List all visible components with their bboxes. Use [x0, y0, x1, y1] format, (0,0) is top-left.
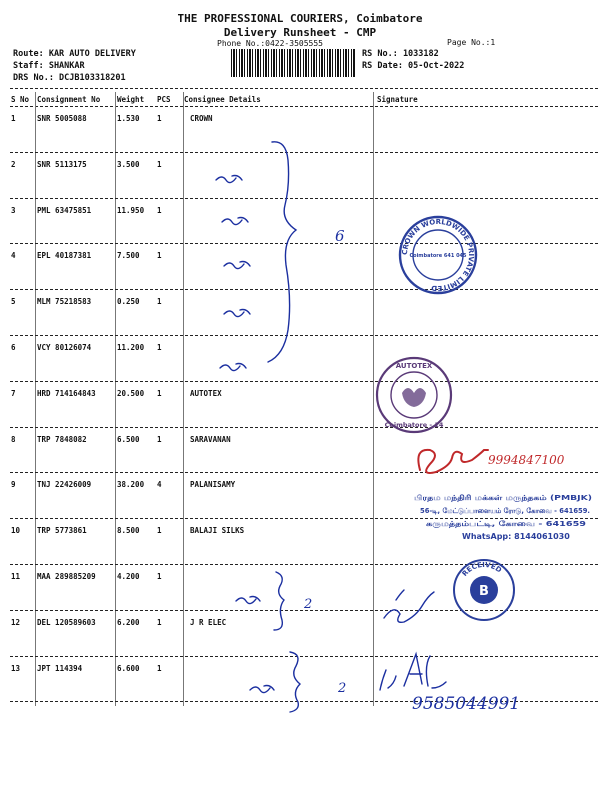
row-pcs: 1 — [157, 343, 162, 352]
col-weight: Weight — [117, 95, 145, 104]
row-consignee: PALANISAMY — [190, 480, 236, 490]
row-weight: 1.530 — [117, 114, 140, 123]
row-pcs: 1 — [157, 526, 162, 536]
row-consignment-no: MLM 75218583 — [37, 297, 92, 307]
handwritten-phone-row-13: 9585044991 — [412, 694, 521, 714]
row-pcs: 1 — [157, 205, 162, 215]
tick-mark — [224, 310, 250, 317]
row-sno: 5 — [11, 297, 16, 307]
phone-number: Phone No.:0422-3505555 — [217, 39, 323, 48]
col-consignment: Consignment No — [37, 95, 101, 104]
row-pcs: 1 — [157, 388, 162, 398]
received-stamp-center: B — [479, 584, 489, 599]
signature-red — [418, 450, 488, 473]
received-stamp — [454, 560, 514, 620]
signature-row-13 — [380, 654, 446, 690]
row-pcs: 1 — [157, 572, 162, 581]
signature-row-11 — [384, 590, 434, 622]
row-sno: 1 — [11, 114, 16, 123]
tick-mark — [222, 218, 248, 225]
row-consignee: SARAVANAN — [190, 434, 231, 444]
row-sno: 2 — [11, 159, 16, 169]
document-title: THE PROFESSIONAL COURIERS, Coimbatore — [177, 12, 423, 25]
col-sno: S No — [11, 95, 30, 104]
row-sno: 13 — [11, 663, 21, 673]
handwritten-phone-row-9: 9994847100 — [488, 453, 565, 467]
row-sno: 6 — [11, 343, 16, 352]
received-stamp-top: RECEIVED — [460, 560, 503, 579]
row-sno: 11 — [11, 572, 21, 581]
row-sno: 7 — [11, 388, 16, 398]
route-label: Route: KAR AUTO DELIVERY — [13, 49, 136, 59]
row-consignee: J R ELEC — [190, 617, 227, 627]
row-weight: 0.250 — [117, 297, 140, 307]
tick-mark — [216, 176, 242, 183]
row-consignee: AUTOTEX — [190, 388, 222, 398]
row-weight: 7.500 — [117, 251, 140, 261]
row-sno: 12 — [11, 617, 21, 627]
crown-stamp-center: Coimbatore 641 045 — [409, 253, 467, 259]
row-pcs: 1 — [157, 663, 162, 673]
row-pcs: 1 — [157, 617, 162, 627]
rs-number: RS No.: 1033182 — [362, 49, 439, 59]
row-pcs: 1 — [157, 251, 162, 261]
row-sno: 3 — [11, 205, 16, 215]
crown-stamp-ring: CROWN WORLDWIDE PRIVATE LIMITED — [400, 217, 476, 293]
row-sno: 8 — [11, 434, 16, 444]
bracket-count-rows-2-6: 6 — [335, 227, 345, 245]
row-consignment-no: TRP 7848082 — [37, 434, 87, 444]
row-weight: 11.950 — [117, 205, 145, 215]
autotex-stamp-bottom: Coimbatore - 14 — [384, 421, 444, 429]
row-pcs: 1 — [157, 297, 162, 307]
row-consignee: CROWN — [190, 114, 213, 123]
row-consignment-no: DEL 120589603 — [37, 617, 96, 627]
tick-mark — [220, 364, 246, 371]
document-subtitle: Delivery Runsheet - CMP — [223, 26, 377, 39]
row-pcs: 1 — [157, 159, 162, 169]
row-weight: 4.200 — [117, 572, 140, 581]
pharmacy-stamp-line2: 56-டி, மேட்டுப்பாளையம் ரோடு, கோவை - 641659. — [420, 507, 590, 515]
row-weight: 8.500 — [117, 526, 140, 536]
bracket-count-row-13: 2 — [338, 681, 347, 696]
pharmacy-stamp-line1: பிரதம மந்திரி மக்கள் மருந்தகம் (PMBJK) — [414, 494, 549, 502]
row-consignment-no: TNJ 22426009 — [37, 480, 92, 490]
row-weight: 6.600 — [117, 663, 140, 673]
row-weight: 38.200 — [117, 480, 145, 490]
row-consignment-no: HRD 714164843 — [37, 388, 96, 398]
row-weight: 11.200 — [117, 343, 145, 352]
row-pcs: 1 — [157, 434, 162, 444]
rs-date: RS Date: 05-Oct-2022 — [362, 61, 465, 71]
row-sno: 10 — [11, 526, 21, 536]
col-consignee: Consignee Details — [184, 95, 261, 104]
row-consignee: BALAJI SILKS — [190, 526, 245, 536]
row-consignment-no: SNR 5005088 — [37, 114, 87, 123]
crown-stamp — [400, 217, 476, 293]
autotex-stamp — [377, 358, 451, 432]
bracket-mark-rows-2-6 — [268, 142, 296, 362]
row-consignment-no: JPT 114394 — [37, 663, 83, 673]
row-consignment-no: SNR 5113175 — [37, 159, 87, 169]
bracket-mark-row-11 — [274, 572, 284, 630]
pharmacy-stamp-whatsapp: WhatsApp: 8144061030 — [462, 532, 570, 541]
tick-mark — [224, 262, 250, 269]
row-consignment-no: TRP 5773861 — [37, 526, 87, 536]
row-consignment-no: PML 63475851 — [37, 205, 92, 215]
row-weight: 3.500 — [117, 159, 140, 169]
page-number: Page No.:1 — [447, 38, 496, 47]
row-weight: 6.500 — [117, 434, 140, 444]
drs-number: DRS No.: DCJB103318201 — [13, 73, 126, 83]
col-pcs: PCS — [157, 95, 171, 104]
bracket-mark-row-13 — [290, 652, 300, 712]
row-consignment-no: VCY 80126074 — [37, 343, 92, 352]
row-pcs: 4 — [157, 480, 162, 490]
tick-mark — [250, 686, 274, 693]
tick-mark — [236, 597, 260, 604]
row-pcs: 1 — [157, 114, 162, 123]
col-signature: Signature — [377, 95, 418, 104]
row-sno: 4 — [11, 251, 16, 261]
row-sno: 9 — [11, 480, 16, 490]
pharmacy-stamp-line3: கருமத்தம்பட்டி, கோவை - 641659 — [426, 520, 543, 528]
row-consignment-no: MAA 289885209 — [37, 572, 96, 581]
bracket-count-row-11: 2 — [304, 597, 313, 612]
row-consignment-no: EPL 40187381 — [37, 251, 92, 261]
staff-label: Staff: SHANKAR — [13, 61, 85, 71]
autotex-stamp-top: AUTOTEX — [395, 362, 433, 370]
row-weight: 6.200 — [117, 617, 140, 627]
row-weight: 20.500 — [117, 388, 145, 398]
